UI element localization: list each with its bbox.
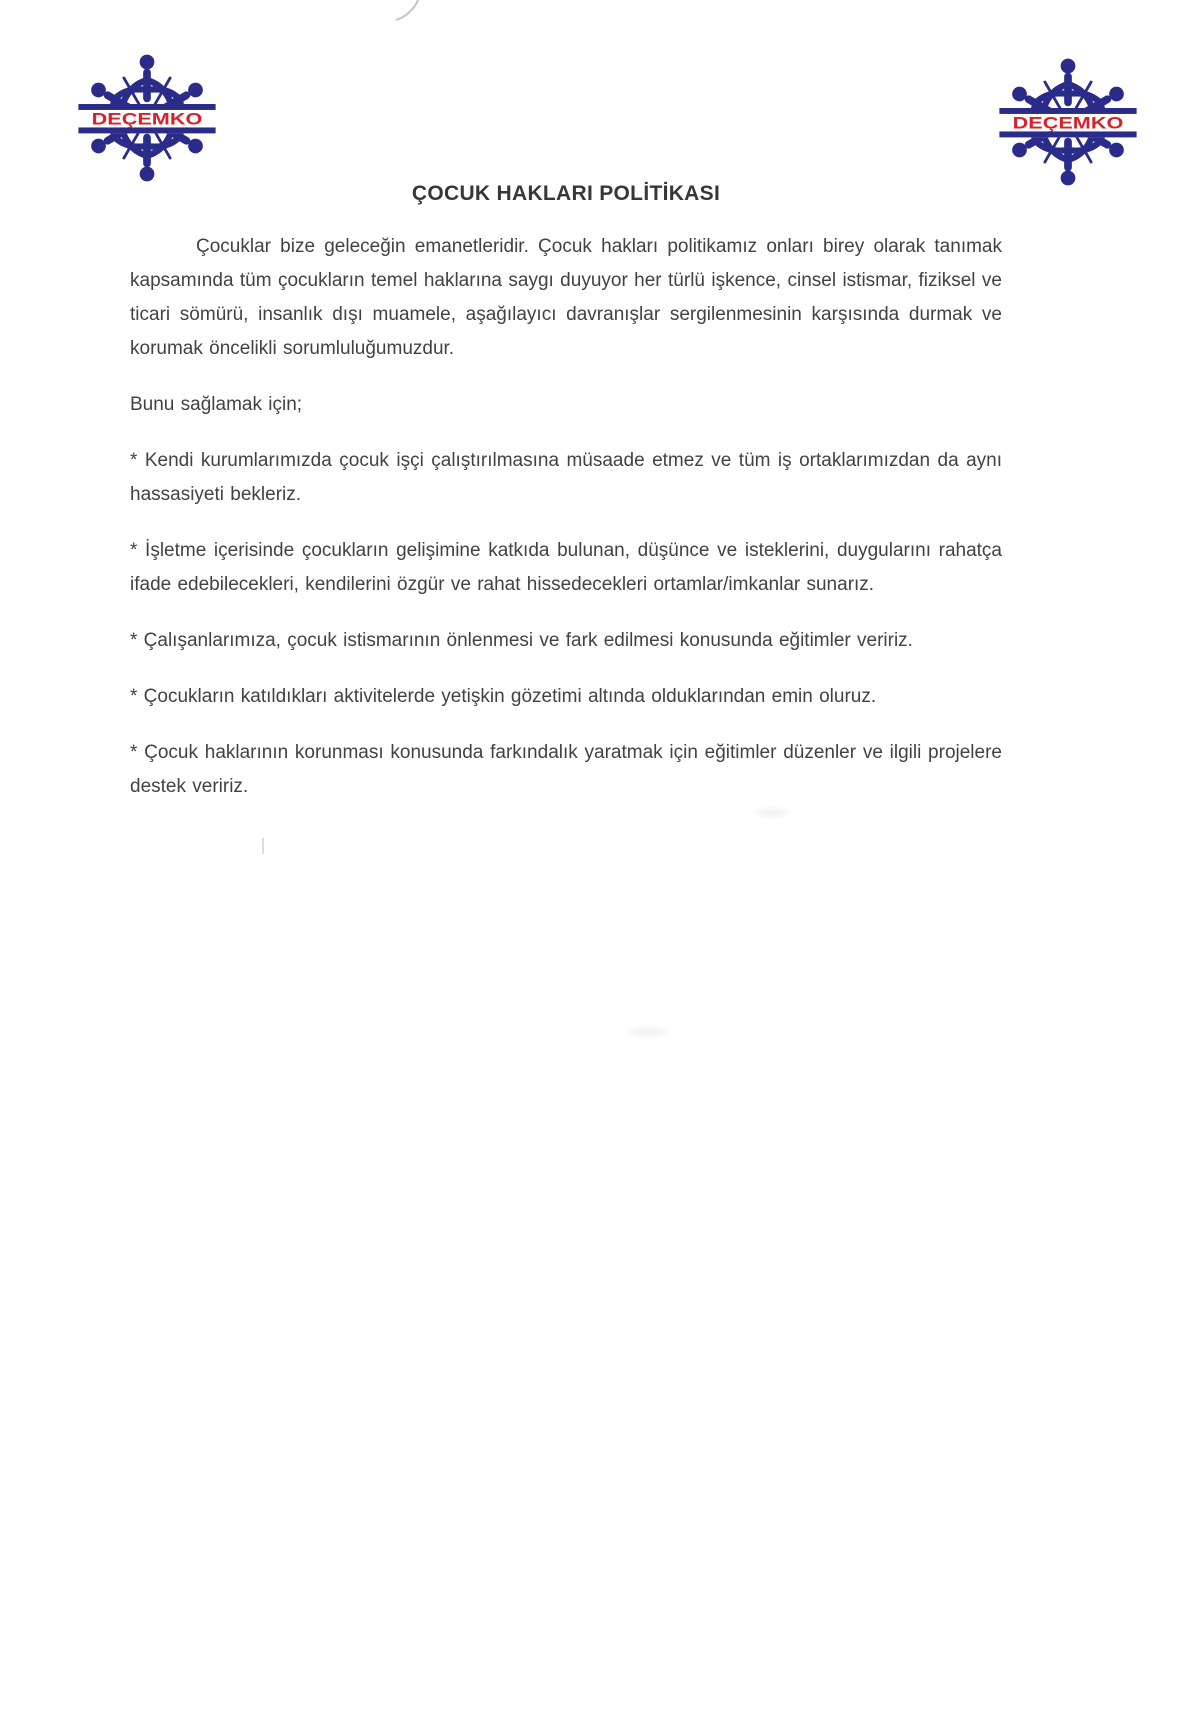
lead-in-line: Bunu sağlamak için; xyxy=(130,394,303,415)
decemko-logo-right xyxy=(998,50,1138,194)
document-title: ÇOCUK HAKLARI POLİTİKASI xyxy=(411,182,721,205)
policy-document xyxy=(130,182,1002,826)
pen-mark xyxy=(392,0,436,26)
policy-bullet-5: * Çocuk haklarının korunması konusunda farkındalık yaratmak için eğitimler düzenler ve ilgili projelere destek veririz. xyxy=(130,742,1002,797)
scan-artifact xyxy=(628,1028,668,1036)
intro-paragraph: Çocuklar bize geleceğin emanetleridir. Çocuk hakları politikamız onları birey olarak tanımak kapsamında tüm çocukların temel haklarına saygı duyuyor her türlü işkence, cinsel istismar, fiziksel ve ticari sömürü, insanlık dışı muamele, aşağılayıcı davranışlar sergilenmesinin karşısında durmak ve korumak öncelikli sorumluluğumuzdur. xyxy=(130,236,1002,359)
policy-bullet-1: * Kendi kurumlarımızda çocuk işçi çalıştırılmasına müsaade etmez ve tüm iş ortaklarımızdan da aynı hassasiyeti bekleriz. xyxy=(130,450,1002,505)
logo-wordmark: DEÇEMKO xyxy=(1012,113,1124,133)
logo-wordmark: DEÇEMKO xyxy=(91,109,203,129)
scan-artifact xyxy=(262,838,264,854)
policy-bullet-3: * Çalışanlarımıza, çocuk istismarının önlenmesi ve fark edilmesi konusunda eğitimler veririz. xyxy=(130,630,913,651)
policy-bullet-4: * Çocukların katıldıkları aktivitelerde yetişkin gözetimi altında olduklarından emin oluruz. xyxy=(130,686,877,707)
decemko-logo-left xyxy=(77,46,217,190)
policy-bullet-2: * İşletme içerisinde çocukların gelişimine katkıda bulunan, düşünce ve isteklerini, duygularını rahatça ifade edebilecekleri, kendilerini özgür ve rahat hissedecekleri ortamlar/imkanlar sunarız. xyxy=(130,540,1002,595)
